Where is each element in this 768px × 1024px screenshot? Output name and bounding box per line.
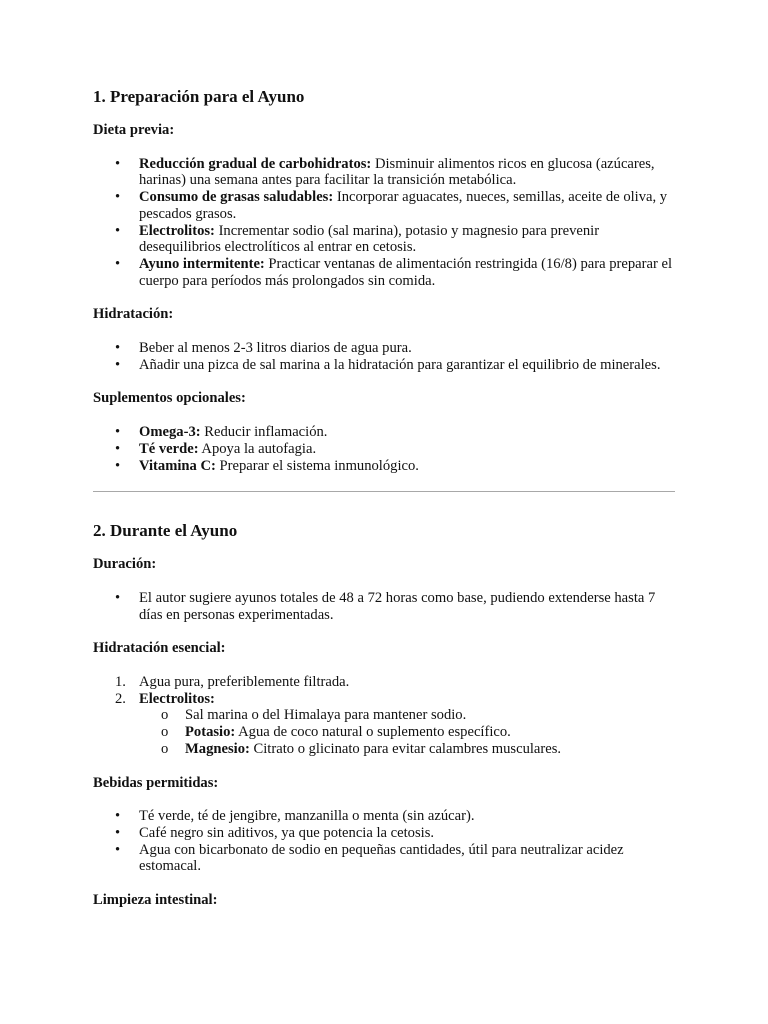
list-suplementos <box>93 424 675 474</box>
list-item: • Omega-3: Reducir inflamación. <box>139 424 675 441</box>
list-item: • Reducción gradual de carbohidratos: Disminuir alimentos ricos en glucosa (azúcares, harinas) una semana antes para facilitar la transición metabólica. <box>139 156 675 189</box>
section-title-preparacion: 1. Preparación para el Ayuno <box>93 87 305 106</box>
sublist-item: o Sal marina o del Himalaya para mantener sodio. <box>185 707 675 724</box>
document-page <box>93 86 675 909</box>
list-duracion <box>93 590 675 623</box>
subheading-hidratacion-esencial: Hidratación esencial: <box>93 640 226 657</box>
list-item: • Electrolitos: Incrementar sodio (sal marina), potasio y magnesio para prevenir desequilibrios electrolíticos al entrar en cetosis. <box>139 223 675 256</box>
list-dieta-previa <box>93 156 675 290</box>
subheading-limpieza: Limpieza intestinal: <box>93 892 218 909</box>
subheading-bebidas: Bebidas permitidas: <box>93 774 219 791</box>
list-item: • Ayuno intermitente: Practicar ventanas de alimentación restringida (16/8) para preparar el cuerpo para períodos más prolongados sin comida. <box>139 256 675 289</box>
list-item: • Consumo de grasas saludables: Incorporar aguacates, nueces, semillas, aceite de oliva, y pescados grasos. <box>139 189 675 222</box>
list-item: 2. Electrolitos: o Sal marina o del Himalaya para mantener sodio. o Potasio: Agua de coco natural o suplemento específico. o Magnesio: Citrato o glicinato para evitar calambres musculares. <box>139 691 675 758</box>
horizontal-divider <box>93 491 675 492</box>
sublist-item: o Potasio: Agua de coco natural o suplemento específico. <box>185 724 675 741</box>
list-item: • Agua con bicarbonato de sodio en pequeñas cantidades, útil para neutralizar acidez estomacal. <box>139 842 675 875</box>
list-bebidas <box>93 808 675 875</box>
subheading-hidratacion: Hidratación: <box>93 306 174 323</box>
section-title-durante: 2. Durante el Ayuno <box>93 521 238 541</box>
list-item: • Añadir una pizca de sal marina a la hidratación para garantizar el equilibrio de minerales. <box>139 357 675 374</box>
list-item: 1. Agua pura, preferiblemente filtrada. <box>115 674 350 691</box>
subheading-dieta-previa: Dieta previa: <box>93 122 175 138</box>
subheading-suplementos: Suplementos opcionales: <box>93 390 246 407</box>
list-item: • Té verde: Apoya la autofagia. <box>139 441 675 458</box>
list-item: • Vitamina C: Preparar el sistema inmunológico. <box>139 458 675 475</box>
list-hidratacion-esencial <box>93 674 675 758</box>
list-hidratacion <box>93 340 675 373</box>
sublist-item: o Magnesio: Citrato o glicinato para evitar calambres musculares. <box>185 741 675 758</box>
subheading-duracion: Duración: <box>93 556 157 573</box>
list-item: • Té verde, té de jengibre, manzanilla o menta (sin azúcar). <box>139 808 675 825</box>
list-item: • El autor sugiere ayunos totales de 48 a 72 horas como base, pudiendo extenderse hasta 7 días en personas experimentadas. <box>139 590 675 623</box>
sublist-electrolitos <box>139 707 675 757</box>
list-item: • Café negro sin aditivos, ya que potencia la cetosis. <box>139 825 675 842</box>
list-item: • Beber al menos 2-3 litros diarios de agua pura. <box>139 340 675 357</box>
